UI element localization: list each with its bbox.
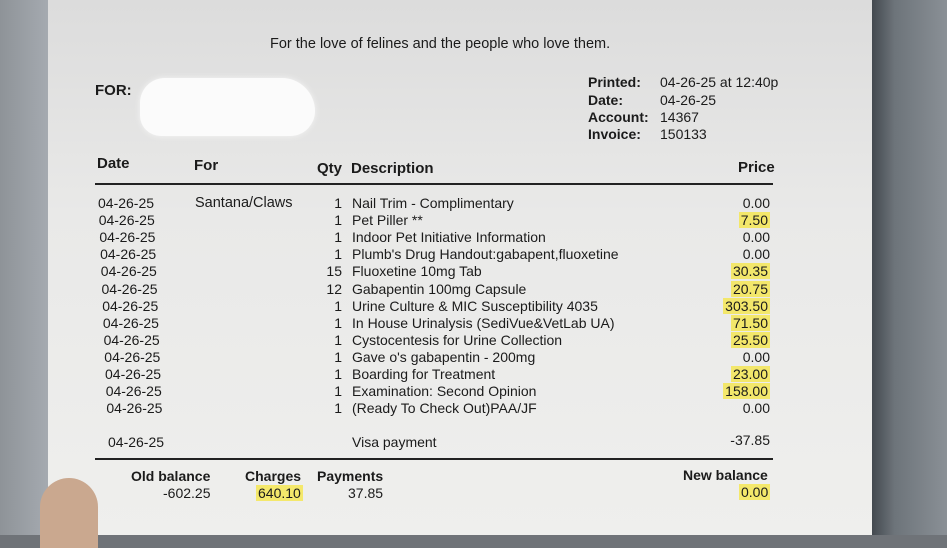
item-price — [690, 212, 770, 228]
header-date: Date — [97, 155, 130, 172]
redaction-blur — [140, 78, 315, 136]
item-date: 04-26-25 — [102, 315, 159, 331]
charges-value: 640.10 — [258, 485, 301, 501]
item-price-highlight: 303.50 — [725, 298, 768, 314]
item-description: (Ready To Check Out)PAA/JF — [352, 400, 537, 416]
item-description: Gave o's gabapentin - 200mg — [352, 349, 536, 365]
item-qty: 1 — [334, 212, 342, 228]
item-qty: 1 — [334, 332, 342, 348]
item-qty: 1 — [334, 366, 342, 382]
item-date: 04-26-25 — [105, 366, 162, 382]
item-price-highlight: 20.75 — [732, 281, 768, 297]
payment-description: Visa payment — [352, 434, 437, 450]
background-right — [872, 0, 947, 535]
item-description: Indoor Pet Initiative Information — [352, 229, 546, 245]
item-price-highlight: 71.50 — [732, 315, 768, 331]
item-date: 04-26-25 — [103, 332, 160, 348]
item-qty: 1 — [334, 383, 342, 399]
item-qty: 1 — [334, 195, 342, 211]
new-balance-value: 0.00 — [741, 484, 769, 500]
item-description: Boarding for Treatment — [352, 366, 496, 382]
invoice-label: Invoice: — [588, 126, 641, 142]
item-qty: 12 — [326, 281, 342, 297]
item-date: 04-26-25 — [102, 298, 159, 314]
printed-label: Printed: — [588, 74, 641, 90]
finger — [40, 478, 98, 548]
old-balance-value: -602.25 — [163, 485, 211, 501]
item-qty: 1 — [334, 229, 342, 245]
item-qty: 1 — [334, 400, 342, 416]
item-price-highlight: 158.00 — [725, 383, 768, 399]
item-date: 04-26-25 — [104, 349, 161, 365]
account-value: 14367 — [660, 109, 699, 125]
date-value: 04-26-25 — [660, 92, 717, 108]
item-price-highlight: 30.35 — [732, 263, 768, 279]
item-price — [690, 263, 770, 279]
header-qty: Qty — [317, 160, 343, 177]
item-date: 04-26-25 — [105, 383, 162, 399]
header-rule — [95, 183, 773, 185]
item-price-highlight: 7.50 — [740, 212, 768, 228]
header-for: For — [194, 157, 219, 174]
item-description: Plumb's Drug Handout:gabapent,fluoxetine — [352, 246, 619, 262]
new-balance-label: New balance — [683, 467, 768, 483]
item-price: 0.00 — [742, 400, 770, 416]
payments-value: 37.85 — [348, 485, 384, 501]
item-price — [690, 298, 770, 314]
item-description: In House Urinalysis (SediVue&VetLab UA) — [352, 315, 615, 331]
item-price — [690, 366, 770, 382]
item-description: Pet Piller ** — [352, 212, 423, 228]
item-description: Nail Trim - Complimentary — [352, 195, 514, 211]
account-label: Account: — [588, 109, 649, 125]
item-price: 0.00 — [742, 349, 770, 365]
item-price-highlight: 23.00 — [732, 366, 768, 382]
payment-date: 04-26-25 — [108, 434, 165, 450]
item-description: Fluoxetine 10mg Tab — [352, 263, 482, 279]
payment-amount: -37.85 — [730, 432, 770, 448]
item-qty: 1 — [334, 315, 342, 331]
header-price: Price — [738, 159, 775, 176]
item-date: 04-26-25 — [106, 400, 163, 416]
invoice-value: 150133 — [660, 126, 707, 142]
patient-name: Santana/Claws — [195, 195, 293, 211]
item-description: Cystocentesis for Urine Collection — [352, 332, 563, 348]
item-description: Gabapentin 100mg Capsule — [352, 281, 527, 297]
item-price: 0.00 — [742, 229, 770, 245]
item-qty: 15 — [326, 263, 342, 279]
for-label: FOR: — [95, 82, 132, 99]
item-price: 0.00 — [742, 246, 770, 262]
payments-label: Payments — [317, 468, 384, 484]
item-date: 04-26-25 — [101, 281, 158, 297]
item-qty: 1 — [334, 298, 342, 314]
item-price-highlight: 25.50 — [732, 332, 768, 348]
totals-rule — [95, 458, 773, 460]
item-description: Examination: Second Opinion — [352, 383, 537, 399]
item-price — [690, 281, 770, 297]
charges-label: Charges — [245, 468, 302, 484]
item-qty: 1 — [334, 246, 342, 262]
item-date: 04-26-25 — [98, 195, 155, 211]
item-date: 04-26-25 — [100, 246, 157, 262]
header-description: Description — [351, 160, 434, 177]
clinic-tagline: For the love of felines and the people who love them. — [270, 36, 611, 52]
item-date: 04-26-25 — [98, 212, 155, 228]
printed-value: 04-26-25 at 12:40p — [660, 74, 779, 90]
item-price: 0.00 — [742, 195, 770, 211]
date-label: Date: — [588, 92, 624, 108]
item-price — [690, 383, 770, 399]
item-price — [690, 332, 770, 348]
item-date: 04-26-25 — [99, 229, 156, 245]
item-price — [690, 315, 770, 331]
item-description: Urine Culture & MIC Susceptibility 4035 — [352, 298, 598, 314]
item-qty: 1 — [334, 349, 342, 365]
background-left — [0, 0, 48, 535]
item-date: 04-26-25 — [100, 263, 157, 279]
old-balance-label: Old balance — [131, 468, 211, 484]
